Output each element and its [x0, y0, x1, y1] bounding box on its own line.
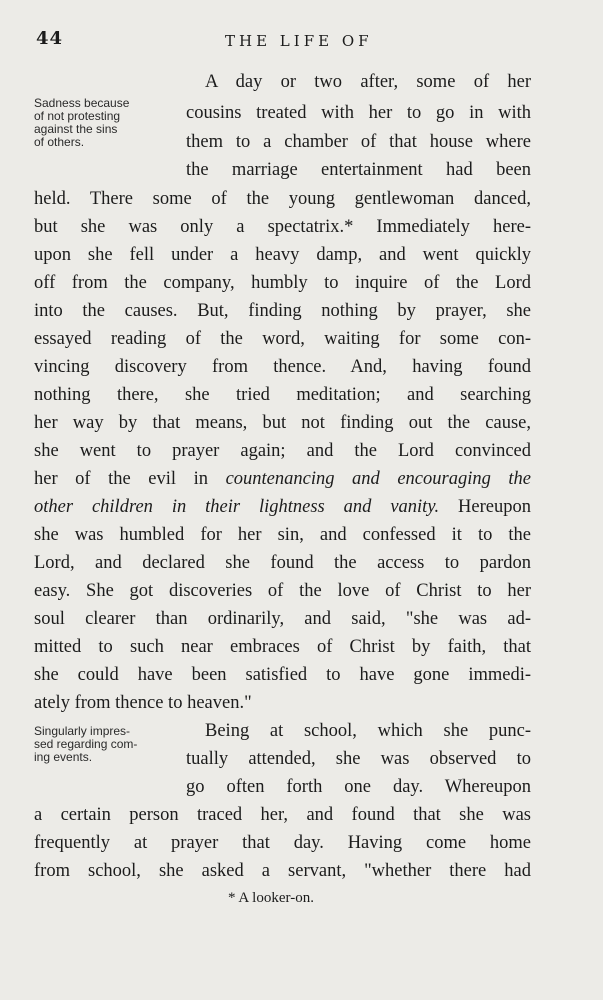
text-line-italic [34, 496, 531, 518]
text-line: tually attended, she was observed to [186, 749, 531, 769]
text-line: Being at school, which she punc- [205, 721, 531, 741]
text-line: from school, she asked a servant, "whether there had [34, 861, 531, 881]
text-line: cousins treated with her to go in with [186, 103, 531, 123]
page-number: 44 [36, 28, 64, 49]
text-line: a certain person traced her, and found that she was [34, 805, 531, 825]
text-run: Hereupon [439, 497, 531, 517]
margin-note-sadness [34, 97, 174, 149]
text-line: she went to prayer again; and the Lord convinced [34, 441, 531, 461]
text-line: she was humbled for her sin, and confessed it to the [34, 525, 531, 545]
margin-note-line: ing events. [34, 750, 93, 764]
margin-note-line: Sadness because [34, 96, 130, 110]
text-line: A day or two after, some of her [205, 72, 531, 92]
text-line: vincing discovery from thence. And, having found [34, 357, 531, 377]
text-line: the marriage entertainment had been [186, 160, 531, 180]
text-line: Lord, and declared she found the access to pardon [34, 553, 531, 573]
text-line: her way by that means, but not finding out the cause, [34, 413, 531, 433]
margin-note-impressed [34, 725, 174, 764]
text-line: go often forth one day. Whereupon [186, 777, 531, 797]
running-head: THE LIFE OF [225, 32, 373, 50]
margin-note-line: of not protesting [34, 109, 121, 123]
text-line: soul clearer than ordinarily, and said, "she was ad- [34, 609, 531, 629]
text-line-italic [34, 468, 531, 490]
margin-note-line: against the sins [34, 122, 118, 136]
text-line: ately from thence to heaven." [34, 693, 252, 713]
text-line: but she was only a spectatrix.* Immediately here- [34, 217, 531, 237]
text-line: easy. She got discoveries of the love of Christ to her [34, 581, 531, 601]
text-line: into the causes. But, finding nothing by prayer, she [34, 301, 531, 321]
text-line: nothing there, she tried meditation; and searching [34, 385, 531, 405]
text-run: her of the evil in [34, 469, 226, 489]
italic-run: countenancing and encouraging the [225, 469, 532, 489]
footnote: * A looker-on. [228, 890, 314, 906]
text-line: held. There some of the young gentlewoman danced, [34, 189, 531, 209]
text-line: off from the company, humbly to inquire of the Lord [34, 273, 531, 293]
italic-run: other children in their lightness and vanity. [34, 497, 440, 517]
margin-note-line: sed regarding com- [34, 737, 138, 751]
text-line: them to a chamber of that house where [186, 132, 531, 152]
margin-note-line: Singularly impres- [34, 724, 131, 738]
text-line: frequently at prayer that day. Having come home [34, 833, 531, 853]
text-line: essayed reading of the word, waiting for some con- [34, 329, 531, 349]
text-line: she could have been satisfied to have gone immedi- [34, 665, 531, 685]
margin-note-line: of others. [34, 135, 85, 149]
text-line: mitted to such near embraces of Christ by faith, that [34, 637, 531, 657]
text-line: upon she fell under a heavy damp, and went quickly [34, 245, 531, 265]
